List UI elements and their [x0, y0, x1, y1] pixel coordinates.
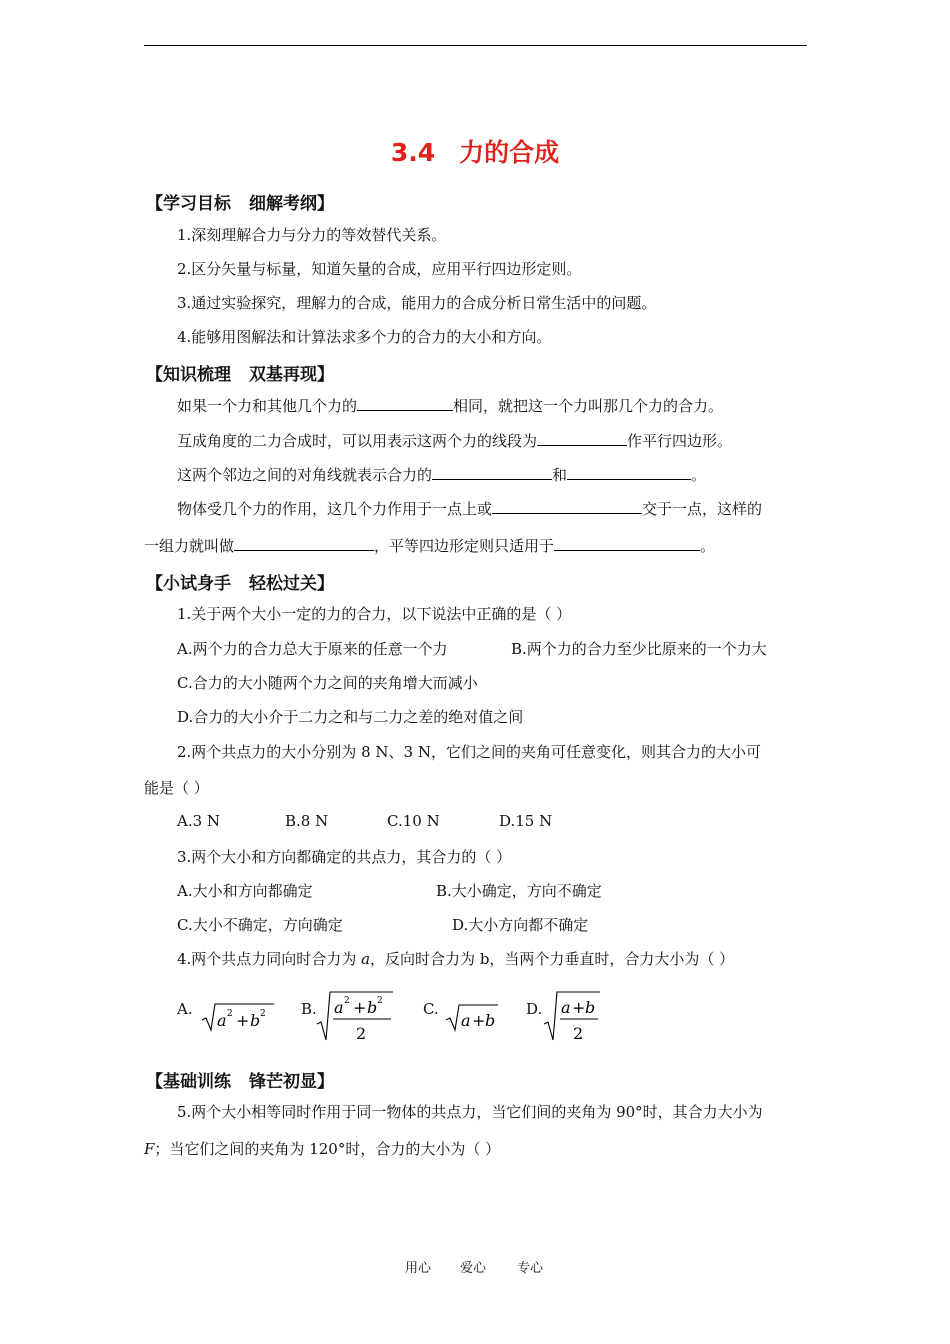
svg-text:2: 2 [260, 1009, 266, 1019]
svg-text:+: + [472, 1011, 486, 1030]
goal-item: 4.能够用图解法和计算法求多个力的合力的大小和方向。 [177, 328, 552, 346]
svg-text:b: b [485, 1011, 496, 1030]
fill-blank[interactable] [492, 499, 642, 514]
svg-text:a: a [461, 1011, 471, 1030]
title-text: 力的合成 [459, 138, 560, 167]
footer-text: 爱心 [460, 1261, 487, 1276]
option-a-label[interactable]: A. [177, 1000, 193, 1018]
title-number: 3.4 [390, 138, 436, 167]
fill-blank[interactable] [357, 396, 453, 411]
knowledge-line: 互成角度的二力合成时，可以用表示这两个力的线段为 作平行四边形。 [177, 432, 733, 450]
knowledge-line: 物体受几个力的作用，这几个力作用于一点上或 交于一点，这样的 [177, 500, 763, 518]
svg-text:+: + [353, 998, 367, 1017]
question-stem: 3.两个大小和方向都确定的共点力，其合力的（ ） [177, 848, 512, 866]
footer-text: 用心 [405, 1261, 432, 1276]
svg-text:2: 2 [573, 1024, 584, 1043]
fill-blank[interactable] [234, 536, 374, 551]
formula-option-a [200, 998, 276, 1034]
svg-text:+: + [236, 1011, 250, 1030]
formula-option-d [542, 988, 602, 1044]
option-b[interactable]: B.大小确定，方向不确定 [436, 882, 602, 900]
goal-item: 1.深刻理解合力与分力的等效替代关系。 [177, 226, 447, 244]
svg-text:2: 2 [227, 1009, 233, 1019]
svg-text:b: b [367, 998, 378, 1017]
option-a[interactable]: A.大小和方向都确定 [177, 882, 313, 900]
svg-text:a: a [561, 998, 571, 1017]
question-stem-cont: F；当它们之间的夹角为 120°时，合力的大小为（ ） [144, 1140, 501, 1158]
question-stem-cont: 能是（ ） [144, 779, 209, 797]
header-rule [144, 45, 807, 46]
option-a[interactable]: A.两个力的合力总大于原来的任意一个力 [177, 640, 448, 658]
question-stem: 1.关于两个大小一定的力的合力，以下说法中正确的是（ ） [177, 605, 572, 623]
option-c[interactable]: C.大小不确定，方向确定 [177, 916, 343, 934]
fill-blank[interactable] [567, 465, 691, 480]
question-stem: 2.两个共点力的大小分别为 8 N、3 N，它们之间的夹角可任意变化，则其合力的大小可 [177, 743, 761, 761]
section-heading-goals: 【学习目标 细解考纲】 [146, 194, 334, 214]
option-b-label[interactable]: B. [301, 1000, 317, 1018]
svg-text:a: a [217, 1011, 227, 1030]
page-title [0, 133, 950, 169]
knowledge-line: 一组力就叫做 ，平等四边形定则只适用于 。 [144, 537, 716, 555]
option-d[interactable]: D.合力的大小介于二力之和与二力之差的绝对值之间 [177, 708, 524, 726]
svg-text:2: 2 [344, 996, 350, 1006]
section-heading-knowledge: 【知识梳理 双基再现】 [146, 365, 334, 385]
goal-item: 3.通过实验探究，理解力的合成，能用力的合成分析日常生活中的问题。 [177, 294, 657, 312]
svg-text:2: 2 [356, 1024, 367, 1043]
section-heading-practice: 【小试身手 轻松过关】 [146, 574, 334, 594]
knowledge-line: 这两个邻边之间的对角线就表示合力的 和 。 [177, 466, 707, 484]
option-d-label[interactable]: D. [526, 1000, 543, 1018]
fill-blank[interactable] [432, 465, 552, 480]
svg-text:b: b [250, 1011, 261, 1030]
question-stem: 4.两个共点力同向时合力为 a，反向时合力为 b，当两个力垂直时，合力大小为（ ） [177, 950, 735, 968]
option-d[interactable]: D.15 N [499, 812, 553, 830]
section-heading-training: 【基础训练 锋芒初显】 [146, 1072, 334, 1092]
goal-item: 2.区分矢量与标量，知道矢量的合成，应用平行四边形定则。 [177, 260, 582, 278]
knowledge-line: 如果一个力和其他几个力的 相同，就把这一个力叫那几个力的合力。 [177, 397, 724, 415]
svg-text:+: + [572, 998, 586, 1017]
option-c-label[interactable]: C. [423, 1000, 439, 1018]
footer-text: 专心 [517, 1261, 544, 1276]
fill-blank[interactable] [537, 431, 627, 446]
svg-text:2: 2 [377, 996, 383, 1006]
option-c[interactable]: C.10 N [387, 812, 440, 830]
svg-text:a: a [334, 998, 344, 1017]
svg-text:b: b [585, 998, 596, 1017]
option-d[interactable]: D.大小方向都不确定 [452, 916, 589, 934]
option-a[interactable]: A.3 N [177, 812, 221, 830]
option-c[interactable]: C.合力的大小随两个力之间的夹角增大而减小 [177, 674, 478, 692]
formula-option-c [444, 1000, 500, 1034]
formula-option-b [315, 988, 395, 1044]
question-stem: 5.两个大小相等同时作用于同一物体的共点力，当它们间的夹角为 90°时，其合力大小为 [177, 1103, 763, 1121]
fill-blank[interactable] [554, 536, 700, 551]
option-b[interactable]: B.两个力的合力至少比原来的一个力大 [511, 640, 767, 658]
option-b[interactable]: B.8 N [285, 812, 329, 830]
